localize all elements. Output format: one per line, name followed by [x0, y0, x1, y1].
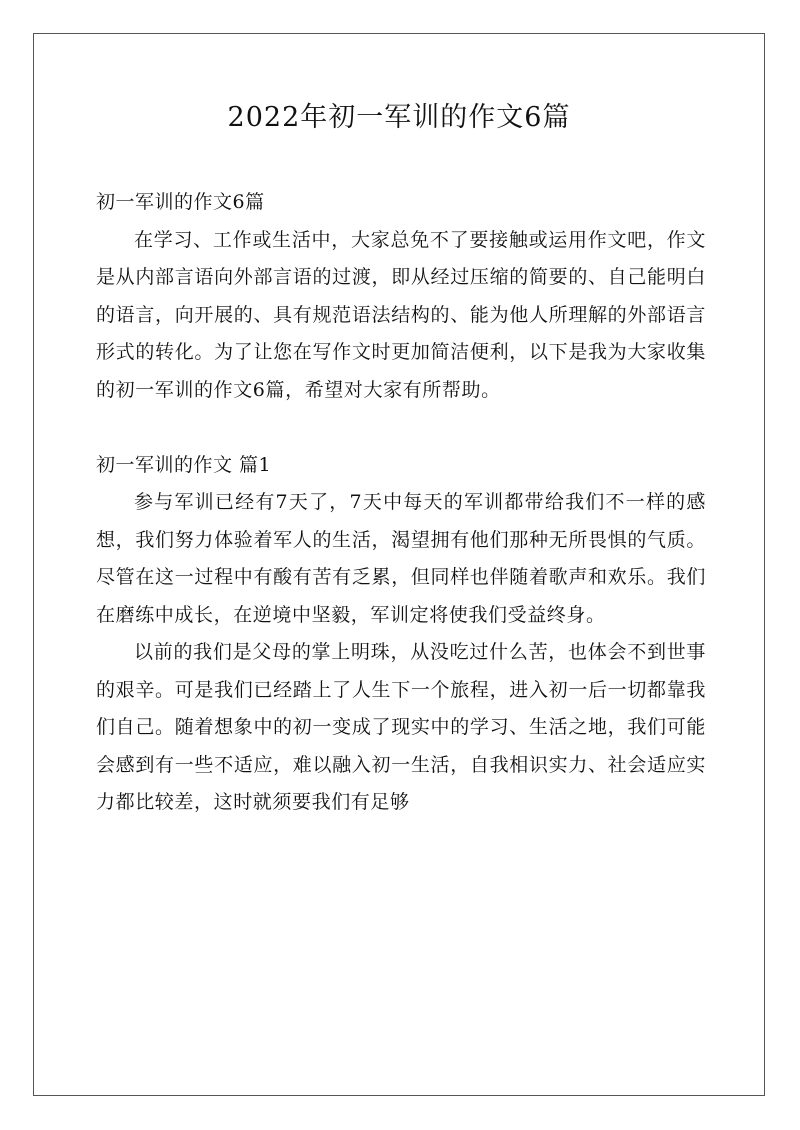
document-body — [96, 184, 706, 822]
section-1-heading: 初一军训的作文 篇1 — [96, 453, 272, 476]
section-1-paragraph-2: 以前的我们是父母的掌上明珠，从没吃过什么苦，也体会不到世事的艰辛。可是我们已经踏上了人生下一个旅程，进入初一后一切都靠我们自己。随着想象中的初一变成了现实中的学习、生活之地，我们可能会感到有一些不适应，难以融入初一生活，自我相识实力、社会适应实力都比较差，这时就须要我们有足够 — [96, 641, 706, 813]
section-spacer — [96, 409, 706, 447]
intro-heading: 初一军训的作文6篇 — [96, 191, 265, 213]
document-title: 2022年初一军训的作文6篇 — [227, 102, 571, 133]
intro-paragraph: 在学习、工作或生活中，大家总免不了要接触或运用作文吧，作文是从内部言语向外部言语的过渡，即从经过压缩的简要的、自己能明白的语言，向开展的、具有规范语法结构的、能为他人所理解的外部语言形式的转化。为了让您在写作文时更加简洁便利，以下是我为大家收集的初一军训的作文6篇，希望对大家有所帮助。 — [96, 228, 706, 401]
section-1-paragraph-1: 参与军训已经有7天了，7天中每天的军训都带给我们不一样的感想，我们努力体验着军人的生活，渴望拥有他们那种无所畏惧的气质。尽管在这一过程中有酸有苦有乏累，但同样也伴随着歌声和欢乐。我们在磨练中成长，在逆境中坚毅，军训定将使我们受益终身。 — [96, 491, 706, 626]
